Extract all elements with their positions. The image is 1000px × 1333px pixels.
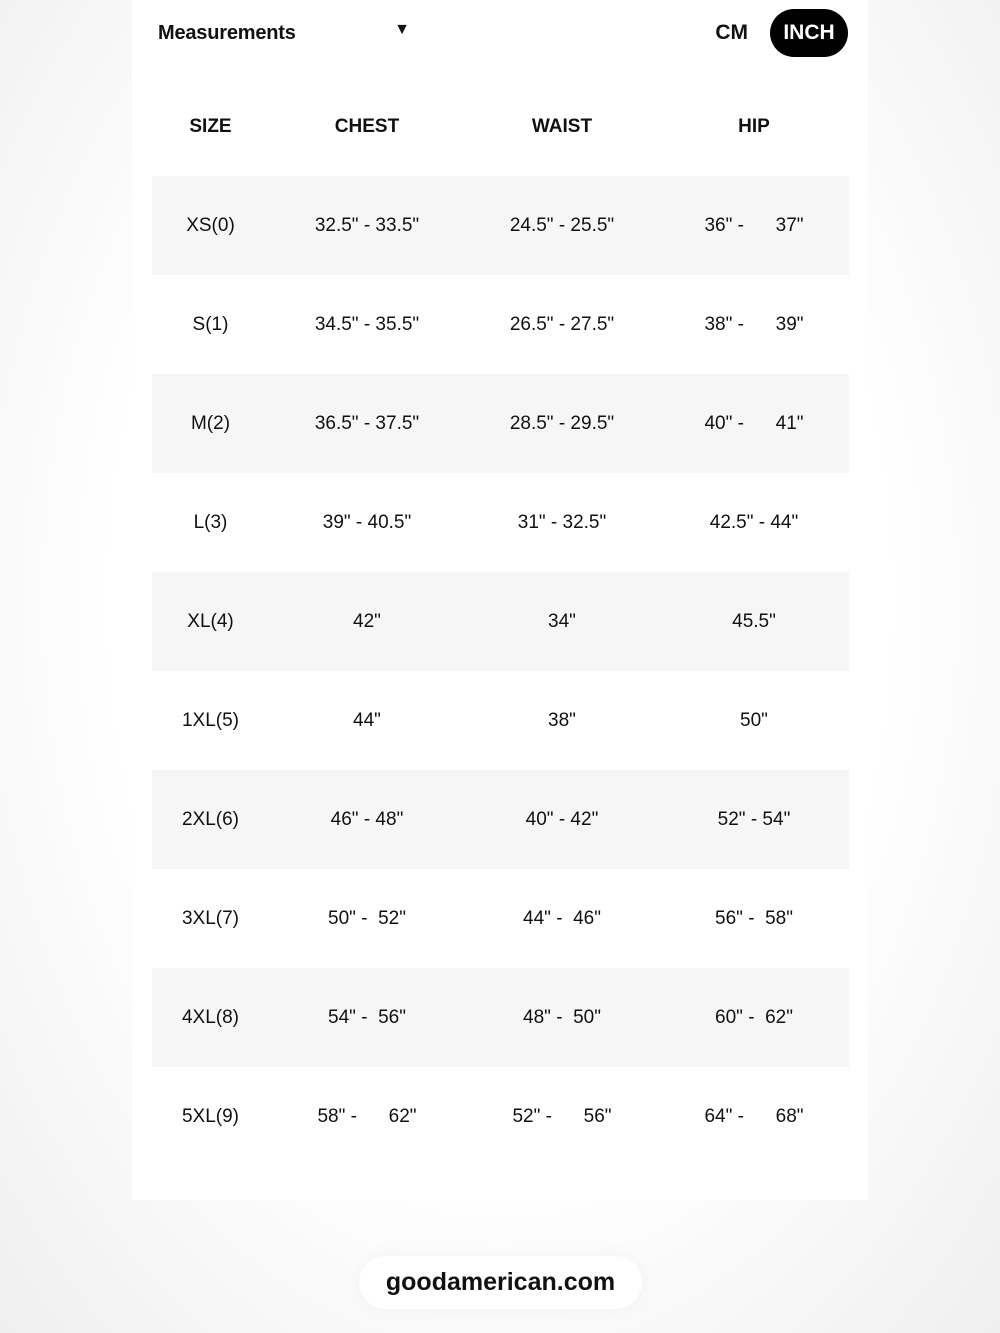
cell-size: 1XL(5) <box>181 709 240 731</box>
cell-size: L(3) <box>193 511 228 533</box>
cell-chest: 50" - 52" <box>328 907 406 929</box>
cell-waist: 28.5" - 29.5" <box>465 374 659 473</box>
table-row <box>152 473 849 572</box>
triangle-down-icon: ▼ <box>394 21 410 38</box>
column-header-hip: HIP <box>738 116 770 137</box>
cell-chest: 32.5" - 33.5" <box>269 176 465 275</box>
unit-toggle <box>703 9 848 57</box>
cell-size: XL(4) <box>152 572 269 671</box>
column-header-chest: CHEST <box>334 116 400 137</box>
measurements-dropdown[interactable] <box>158 18 410 48</box>
cell-size: S(1) <box>192 313 229 335</box>
size-table <box>152 78 849 1166</box>
cell-waist: 40" - 42" <box>465 770 659 869</box>
inch-unit-button[interactable]: INCH <box>770 9 848 57</box>
cell-chest: 54" - 56" <box>269 968 465 1067</box>
table-row <box>152 176 849 275</box>
cell-chest: 46" - 48" <box>269 770 465 869</box>
cell-chest: 44" <box>353 709 381 731</box>
cell-chest: 58" - 62" <box>317 1105 417 1127</box>
cell-chest: 34.5" - 35.5" <box>314 313 420 335</box>
cell-waist: 31" - 32.5" <box>517 511 607 533</box>
table-row <box>152 572 849 671</box>
table-row <box>152 968 849 1067</box>
cell-hip: 38" - 39" <box>704 313 804 335</box>
cell-hip: 50" <box>740 709 768 731</box>
cell-chest: 39" - 40.5" <box>322 511 412 533</box>
size-chart-panel <box>132 0 868 1200</box>
column-header-waist: WAIST <box>531 116 593 137</box>
cell-hip: 52" - 54" <box>659 770 849 869</box>
cell-waist: 52" - 56" <box>512 1105 612 1127</box>
cell-size: 2XL(6) <box>152 770 269 869</box>
cell-waist: 24.5" - 25.5" <box>465 176 659 275</box>
cell-hip: 45.5" <box>659 572 849 671</box>
table-row <box>152 1067 849 1166</box>
cell-chest: 42" <box>269 572 465 671</box>
cell-hip: 60" - 62" <box>659 968 849 1067</box>
cell-chest: 36.5" - 37.5" <box>269 374 465 473</box>
measurements-dropdown-label: Measurements <box>158 21 296 44</box>
cell-hip: 36" - 37" <box>659 176 849 275</box>
cm-unit-button[interactable]: CM <box>703 9 760 57</box>
table-row <box>152 770 849 869</box>
cell-waist: 34" <box>465 572 659 671</box>
cell-waist: 38" <box>548 709 576 731</box>
cell-size: XS(0) <box>152 176 269 275</box>
cell-hip: 42.5" - 44" <box>709 511 799 533</box>
table-row <box>152 275 849 374</box>
cell-size: 5XL(9) <box>181 1105 240 1127</box>
column-header-size: SIZE <box>189 116 232 137</box>
cell-size: 3XL(7) <box>181 907 240 929</box>
cell-size: 4XL(8) <box>152 968 269 1067</box>
table-body <box>152 176 849 1166</box>
table-row <box>152 374 849 473</box>
table-row <box>152 869 849 968</box>
cell-waist: 48" - 50" <box>465 968 659 1067</box>
cell-waist: 26.5" - 27.5" <box>509 313 615 335</box>
cell-size: M(2) <box>152 374 269 473</box>
cell-hip: 64" - 68" <box>704 1105 804 1127</box>
cell-hip: 56" - 58" <box>715 907 793 929</box>
size-chart-toolbar <box>132 0 868 66</box>
site-url-badge: goodamerican.com <box>359 1256 642 1309</box>
table-header-row <box>152 78 849 176</box>
cell-hip: 40" - 41" <box>659 374 849 473</box>
table-row <box>152 671 849 770</box>
cell-waist: 44" - 46" <box>523 907 601 929</box>
